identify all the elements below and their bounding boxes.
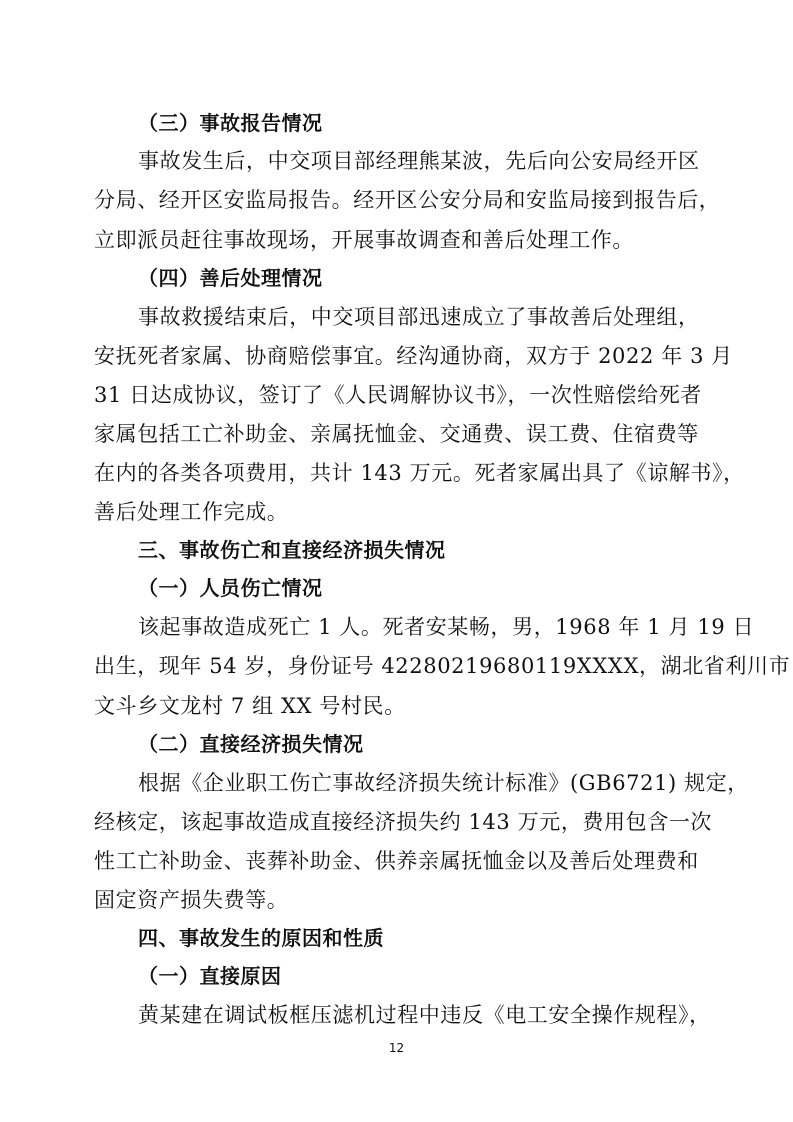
subsection-heading: （四）善后处理情况 — [138, 266, 323, 290]
paragraph-line: 该起事故造成死亡 1 人。死者安某畅，男，1968 年 1 月 19 日 — [138, 615, 755, 639]
paragraph-line: 根据《企业职工伤亡事故经济损失统计标准》(GB6721) 规定， — [138, 771, 749, 795]
paragraph-line: 文斗乡文龙村 7 组 XX 号村民。 — [94, 694, 406, 718]
paragraph-line: 事故救援结束后，中交项目部迅速成立了事故善后处理组， — [138, 305, 700, 329]
subsection-heading: （一）人员伤亡情况 — [138, 576, 323, 600]
section-heading: 三、事故伤亡和直接经济损失情况 — [138, 538, 446, 562]
paragraph-line: 立即派员赶往事故现场，开展事故调查和善后处理工作。 — [94, 228, 634, 252]
paragraph-line: 黄某建在调试板框压滤机过程中违反《电工安全操作规程》， — [138, 1003, 711, 1027]
subsection-heading: （二）直接经济损失情况 — [138, 732, 364, 756]
paragraph-line: 经核定，该起事故造成直接经济损失约 143 万元，费用包含一次 — [94, 810, 713, 834]
paragraph-line: 家属包括工亡补助金、亲属抚恤金、交通费、误工费、住宿费等 — [94, 422, 699, 446]
paragraph-line: 分局、经开区安监局报告。经开区公安分局和安监局接到报告后， — [94, 188, 721, 212]
subsection-heading: （三）事故报告情况 — [138, 111, 323, 135]
subsection-heading: （一）直接原因 — [138, 964, 282, 988]
paragraph-line: 事故发生后，中交项目部经理熊某波，先后向公安局经开区 — [138, 149, 700, 173]
paragraph-line: 在内的各类各项费用，共计 143 万元。死者家属出具了《谅解书》， — [94, 461, 745, 485]
section-heading: 四、事故发生的原因和性质 — [138, 926, 384, 950]
page-number: 12 — [388, 1041, 405, 1055]
paragraph-line: 固定资产损失费等。 — [94, 888, 289, 912]
paragraph-line: 31 日达成协议，签订了《人民调解协议书》，一次性赔偿给死者 — [94, 383, 702, 407]
paragraph-line: 性工亡补助金、丧葬补助金、供养亲属抚恤金以及善后处理费和 — [94, 849, 699, 873]
paragraph-line: 出生，现年 54 岁，身份证号 42280219680119XXXX，湖北省利川市 — [94, 654, 791, 678]
paragraph-line: 善后处理工作完成。 — [94, 500, 289, 524]
paragraph-line: 安抚死者家属、协商赔偿事宜。经沟通协商，双方于 2022 年 3 月 — [94, 344, 733, 368]
